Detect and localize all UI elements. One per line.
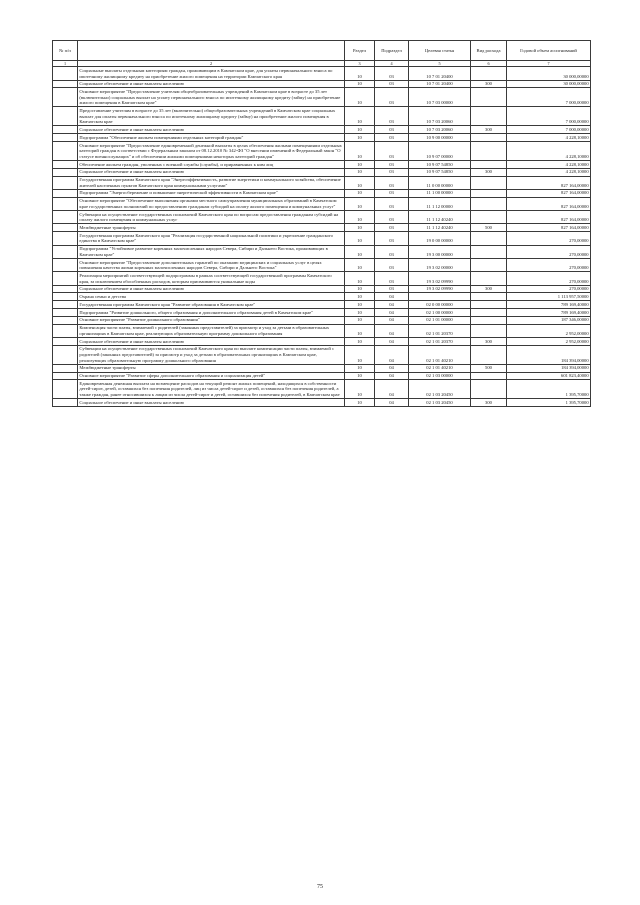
table-row [53, 258, 591, 271]
column-number: 7 [507, 61, 591, 67]
row-name: Социальное обеспечение и иные выплаты населению [78, 337, 345, 345]
row-expense-type [471, 197, 507, 210]
row-expense-type [471, 301, 507, 309]
row-podrazdel: 04 [375, 337, 409, 345]
row-name: Субвенции на осуществление государственных полномочий Камчатского края по выплате компенсации части платы, взимаемой с родителей (законных представителей) за присмотр и уход за детьми в образовательных организациях в Камчатском крае, реализующих образовательную программу дошкольного образования [78, 345, 345, 364]
row-number [53, 197, 78, 210]
header-expense-type: Вид расхода [471, 41, 507, 61]
row-number [53, 224, 78, 232]
row-target-article: 11 1 12 00000 [409, 197, 471, 210]
table-row [53, 141, 591, 160]
row-podrazdel: 03 [375, 176, 409, 189]
row-razdel: 10 [345, 160, 375, 168]
row-podrazdel: 04 [375, 324, 409, 337]
row-podrazdel: 03 [375, 141, 409, 160]
row-expense-type: 300 [471, 168, 507, 176]
row-number [53, 107, 78, 126]
row-target-article: 19 3 02 09990 [409, 272, 471, 285]
row-razdel: 10 [345, 364, 375, 372]
row-amount: 30 000,00000 [507, 80, 591, 88]
row-name: Социальное обеспечение и иные выплаты населению [78, 80, 345, 88]
row-amount: 1 395,70000 [507, 399, 591, 407]
row-razdel: 10 [345, 316, 375, 324]
table-row [53, 324, 591, 337]
row-target-article: 10 7 01 20400 [409, 80, 471, 88]
row-name: Социальные выплаты отдельным категориям граждан, проживающим в Камчатском крае, для уплаты первоначального взноса по ипотечному жилищному кредиту на приобретение жилого помещения на территории Камчатского края [78, 67, 345, 80]
row-target-article: 10 7 01 20400 [409, 67, 471, 80]
row-target-article [409, 293, 471, 301]
column-number: 6 [471, 61, 507, 67]
row-number [53, 345, 78, 364]
row-number [53, 380, 78, 399]
row-number [53, 324, 78, 337]
row-razdel: 10 [345, 141, 375, 160]
table-row [53, 67, 591, 80]
table-row [53, 232, 591, 245]
table-row [53, 176, 591, 189]
row-target-article: 02 1 03 20450 [409, 380, 471, 399]
table-row [53, 293, 591, 301]
row-podrazdel: 03 [375, 126, 409, 134]
row-podrazdel: 03 [375, 211, 409, 224]
table-row [53, 160, 591, 168]
row-expense-type [471, 316, 507, 324]
row-target-article: 10 9 07 54850 [409, 168, 471, 176]
row-razdel: 10 [345, 107, 375, 126]
row-razdel: 10 [345, 80, 375, 88]
row-podrazdel: 03 [375, 285, 409, 293]
row-expense-type [471, 258, 507, 271]
row-podrazdel: 03 [375, 67, 409, 80]
header-razdel: Раздел [345, 41, 375, 61]
row-razdel: 10 [345, 372, 375, 380]
row-expense-type [471, 324, 507, 337]
row-name: Охрана семьи и детства [78, 293, 345, 301]
row-expense-type [471, 372, 507, 380]
row-target-article: 10 7 03 00000 [409, 88, 471, 107]
row-name: Социальное обеспечение и иные выплаты населению [78, 285, 345, 293]
row-number [53, 232, 78, 245]
row-name: Основное мероприятие "Развитие сферы дополнительного образования и социализация детей" [78, 372, 345, 380]
row-expense-type: 500 [471, 364, 507, 372]
row-podrazdel: 03 [375, 88, 409, 107]
row-amount: 827 164,00000 [507, 176, 591, 189]
row-name: Реализация мероприятий соответствующей подпрограммы в рамках соответствующей государственной программы Камчатского края, за исключением обособленных расходов, которым присваиваются уникальные коды [78, 272, 345, 285]
table-row [53, 337, 591, 345]
row-amount: 7 000,00000 [507, 107, 591, 126]
row-razdel: 10 [345, 232, 375, 245]
row-name: Основное мероприятие "Развитие дошкольного образования" [78, 316, 345, 324]
row-name: Предоставление учителям в возрасте до 35 лет (включительно) общеобразовательных учреждений в Камчатском крае социальных выплат для оплаты первоначального взноса по ипотечному жилищному кредиту (займу) на приобретение жилого помещения в Камчатском крае [78, 107, 345, 126]
row-target-article: 02 1 03 20450 [409, 399, 471, 407]
row-podrazdel: 03 [375, 134, 409, 142]
row-expense-type [471, 141, 507, 160]
table-row [53, 316, 591, 324]
table-row [53, 224, 591, 232]
row-expense-type [471, 293, 507, 301]
row-number [53, 211, 78, 224]
row-amount: 270,00000 [507, 232, 591, 245]
row-target-article: 02 1 01 00000 [409, 316, 471, 324]
table-row [53, 197, 591, 210]
row-amount: 187 346,00000 [507, 316, 591, 324]
column-number: 1 [53, 61, 78, 67]
row-number [53, 67, 78, 80]
table-row [53, 364, 591, 372]
row-podrazdel: 03 [375, 189, 409, 197]
row-name: Основное мероприятие "Предоставление учителям общеобразовательных учреждений в Камчатском крае в возрасте до 35 лет (включительно) социальных выплат на уплату первоначального взноса по ипотечному жилищному кредиту (займу) на приобретение жилого помещения в Камчатском крае" [78, 88, 345, 107]
row-razdel: 10 [345, 176, 375, 189]
row-number [53, 245, 78, 258]
table-row [53, 107, 591, 126]
header-name [78, 41, 345, 61]
row-amount: 4 228,10000 [507, 141, 591, 160]
row-name: Субвенции на осуществление государственных полномочий Камчатского края по вопросам предоставления гражданам субсидий на оплату жилого помещения и коммунальных услуг [78, 211, 345, 224]
row-number [53, 364, 78, 372]
row-number [53, 176, 78, 189]
row-target-article: 11 0 00 00000 [409, 176, 471, 189]
row-razdel: 10 [345, 285, 375, 293]
row-razdel: 10 [345, 345, 375, 364]
row-number [53, 372, 78, 380]
row-amount: 4 228,10000 [507, 134, 591, 142]
row-expense-type [471, 211, 507, 224]
row-amount: 4 228,10000 [507, 160, 591, 168]
row-target-article: 02 1 00 00000 [409, 309, 471, 317]
row-target-article: 02 1 01 40210 [409, 345, 471, 364]
header-target-article: Целевая статья [409, 41, 471, 61]
row-podrazdel: 04 [375, 372, 409, 380]
row-target-article: 10 9 00 00000 [409, 134, 471, 142]
row-podrazdel: 03 [375, 168, 409, 176]
row-amount: 7 000,00000 [507, 88, 591, 107]
row-amount: 270,00000 [507, 272, 591, 285]
row-expense-type: 300 [471, 126, 507, 134]
row-number [53, 88, 78, 107]
header-annual-amount: Годовой объем ассигнований [507, 41, 591, 61]
row-expense-type [471, 189, 507, 197]
row-number [53, 293, 78, 301]
row-amount: 789 169,40000 [507, 301, 591, 309]
row-target-article: 19 3 02 09990 [409, 285, 471, 293]
row-expense-type [471, 176, 507, 189]
row-razdel: 10 [345, 134, 375, 142]
row-amount: 789 169,40000 [507, 309, 591, 317]
row-razdel: 10 [345, 258, 375, 271]
row-name: Социальное обеспечение и иные выплаты населению [78, 126, 345, 134]
row-podrazdel: 03 [375, 258, 409, 271]
table-row [53, 126, 591, 134]
row-expense-type [471, 134, 507, 142]
row-number [53, 134, 78, 142]
row-number [53, 189, 78, 197]
row-name: Подпрограмма "Развитие дошкольного, общего образования и дополнительного образования детей в Камчатском крае" [78, 309, 345, 317]
row-number [53, 316, 78, 324]
row-target-article: 02 1 03 00000 [409, 372, 471, 380]
table-row [53, 189, 591, 197]
row-target-article: 02 1 01 20370 [409, 324, 471, 337]
row-expense-type [471, 245, 507, 258]
table-row [53, 399, 591, 407]
row-target-article: 19 3 02 00000 [409, 258, 471, 271]
row-number [53, 272, 78, 285]
row-razdel: 10 [345, 293, 375, 301]
column-number: 3 [345, 61, 375, 67]
table-row [53, 134, 591, 142]
row-name: Подпрограмма "Устойчивое развитие коренных малочисленных народов Севера, Сибири и Дальнего Востока, проживающих в Камчатском крае" [78, 245, 345, 258]
row-name: Межбюджетные трансферты [78, 364, 345, 372]
row-target-article: 11 1 12 40240 [409, 211, 471, 224]
row-amount: 7 000,00000 [507, 126, 591, 134]
row-podrazdel: 04 [375, 399, 409, 407]
row-target-article: 10 7 03 20060 [409, 107, 471, 126]
row-expense-type [471, 88, 507, 107]
row-amount: 184 394,00000 [507, 364, 591, 372]
row-name: Основное мероприятие "Предоставление дополнительных гарантий по оказанию медицинских и социальных услуг в целях повышения качества жизни коренных малочисленных народов Севера, Сибири и Дальнего Востока" [78, 258, 345, 271]
row-razdel: 10 [345, 324, 375, 337]
table-row [53, 285, 591, 293]
row-target-article: 11 1 12 40240 [409, 224, 471, 232]
row-number [53, 285, 78, 293]
column-number: 5 [409, 61, 471, 67]
row-podrazdel: 04 [375, 316, 409, 324]
table-row [53, 345, 591, 364]
row-amount: 827 164,00000 [507, 211, 591, 224]
row-amount: 1 113 957,50000 [507, 293, 591, 301]
row-expense-type: 300 [471, 337, 507, 345]
row-razdel: 10 [345, 301, 375, 309]
row-number [53, 80, 78, 88]
row-number [53, 337, 78, 345]
row-expense-type [471, 107, 507, 126]
table-row [53, 372, 591, 380]
column-number: 4 [375, 61, 409, 67]
row-name: Межбюджетные трансферты [78, 224, 345, 232]
table-body [53, 67, 591, 407]
row-amount: 601 823,40000 [507, 372, 591, 380]
row-name: Основное мероприятие "Предоставление единовременной денежной выплаты в целях обеспечения жилыми помещениями отдельных категорий граждан в соответствии с Федеральным законом от 08.12.2010 № 342-ФЗ "О внесении изменений в Федеральный закон "О статусе военнослужащих" и об обеспечении жилыми помещениями некоторых категорий граждан" [78, 141, 345, 160]
row-razdel: 10 [345, 399, 375, 407]
row-target-article: 02 1 01 20370 [409, 337, 471, 345]
row-number [53, 168, 78, 176]
row-number [53, 301, 78, 309]
column-number: 2 [78, 61, 345, 67]
table-row [53, 309, 591, 317]
row-razdel: 10 [345, 88, 375, 107]
row-number [53, 258, 78, 271]
row-podrazdel: 03 [375, 160, 409, 168]
row-podrazdel: 03 [375, 80, 409, 88]
row-name: Подпрограмма "Энергосбережение и повышение энергетической эффективности в Камчатском крае" [78, 189, 345, 197]
row-expense-type: 500 [471, 224, 507, 232]
row-podrazdel: 04 [375, 301, 409, 309]
row-podrazdel: 03 [375, 107, 409, 126]
row-podrazdel: 03 [375, 245, 409, 258]
row-amount: 827 164,00000 [507, 189, 591, 197]
row-name: Государственная программа Камчатского края "Энергоэффективность, развитие энергетики и коммунального хозяйства, обеспечение жителей населенных пунктов Камчатского края коммунальными услугами" [78, 176, 345, 189]
row-name: Основное мероприятие "Обеспечение выполнения органами местного самоуправления муниципальных образований в Камчатском крае государственных полномочий по предоставлению гражданам субсидий на оплату жилого помещения и коммунальных услуг" [78, 197, 345, 210]
header-num: № п/п [53, 41, 78, 61]
table-row [53, 88, 591, 107]
row-number [53, 309, 78, 317]
row-name: Компенсация части платы, взимаемой с родителей (законных представителей) за присмотр и уход за детьми в образовательных организациях в Камчатском крае, реализующих образовательную программу дошкольного образования [78, 324, 345, 337]
row-razdel: 10 [345, 337, 375, 345]
row-name: Подпрограмма "Обеспечение жильем помещениями отдельных категорий граждан" [78, 134, 345, 142]
row-amount: 827 164,00000 [507, 197, 591, 210]
row-podrazdel: 03 [375, 272, 409, 285]
row-target-article: 11 1 00 00000 [409, 189, 471, 197]
table-row [53, 272, 591, 285]
row-name: Обеспечение жильем граждан, уволенных с военной службы (службы), и приравненных к ним лиц [78, 160, 345, 168]
table-row [53, 80, 591, 88]
row-razdel: 10 [345, 224, 375, 232]
row-target-article: 19 0 00 00000 [409, 232, 471, 245]
row-target-article: 10 9 07 54850 [409, 160, 471, 168]
table-row [53, 380, 591, 399]
row-expense-type [471, 345, 507, 364]
row-podrazdel: 04 [375, 293, 409, 301]
row-podrazdel: 04 [375, 345, 409, 364]
row-number [53, 126, 78, 134]
row-expense-type [471, 67, 507, 80]
budget-table [52, 40, 591, 407]
table-row [53, 211, 591, 224]
page-number: 75 [317, 884, 323, 890]
table-row [53, 168, 591, 176]
row-razdel: 10 [345, 309, 375, 317]
row-target-article: 10 9 07 00000 [409, 141, 471, 160]
row-razdel: 10 [345, 168, 375, 176]
row-target-article: 02 1 01 40210 [409, 364, 471, 372]
row-target-article: 10 7 03 20060 [409, 126, 471, 134]
row-expense-type: 300 [471, 285, 507, 293]
row-amount: 30 000,00000 [507, 67, 591, 80]
row-expense-type [471, 309, 507, 317]
header-row [53, 41, 591, 61]
row-name: Государственная программа Камчатского края "Развитие образования в Камчатском крае" [78, 301, 345, 309]
row-amount: 2 952,00000 [507, 324, 591, 337]
row-razdel: 10 [345, 380, 375, 399]
row-target-article: 19 3 00 00000 [409, 245, 471, 258]
row-expense-type [471, 272, 507, 285]
row-expense-type [471, 380, 507, 399]
row-number [53, 141, 78, 160]
row-razdel: 10 [345, 67, 375, 80]
table-row [53, 301, 591, 309]
row-amount: 1 395,70000 [507, 380, 591, 399]
row-expense-type [471, 232, 507, 245]
row-name: Социальное обеспечение и иные выплаты населению [78, 399, 345, 407]
row-amount: 184 394,00000 [507, 345, 591, 364]
row-amount: 4 228,10000 [507, 168, 591, 176]
header-podrazdel: Подраздел [375, 41, 409, 61]
row-podrazdel: 04 [375, 380, 409, 399]
row-amount: 270,00000 [507, 258, 591, 271]
row-podrazdel: 03 [375, 232, 409, 245]
row-name: Государственная программа Камчатского края "Реализация государственной национальной политики и укрепление гражданского единства в Камчатском крае" [78, 232, 345, 245]
row-podrazdel: 04 [375, 309, 409, 317]
row-expense-type: 300 [471, 80, 507, 88]
row-number [53, 160, 78, 168]
row-razdel: 10 [345, 197, 375, 210]
table-row [53, 245, 591, 258]
row-razdel: 10 [345, 211, 375, 224]
row-amount: 827 164,00000 [507, 224, 591, 232]
row-razdel: 10 [345, 272, 375, 285]
row-podrazdel: 03 [375, 224, 409, 232]
row-amount: 270,00000 [507, 285, 591, 293]
row-razdel: 10 [345, 126, 375, 134]
row-target-article: 02 0 00 00000 [409, 301, 471, 309]
row-name: Социальное обеспечение и иные выплаты населению [78, 168, 345, 176]
row-name: Единовременная денежная выплата на возмещение расходов на текущий ремонт жилых помещений, находящихся в собственности детей-сирот, детей, оставшихся без попечения родителей, лиц из числа детей-сирот и детей, оставшихся без попечения родителей, а также граждан, ранее относившихся к лицам из числа детей-сирот и детей, оставшихся без попечения родителей, в Камчатском крае [78, 380, 345, 399]
row-podrazdel: 03 [375, 197, 409, 210]
row-expense-type [471, 160, 507, 168]
row-amount: 270,00000 [507, 245, 591, 258]
budget-sheet [52, 40, 590, 407]
row-podrazdel: 04 [375, 364, 409, 372]
row-razdel: 10 [345, 245, 375, 258]
row-expense-type: 300 [471, 399, 507, 407]
row-razdel: 10 [345, 189, 375, 197]
row-amount: 2 952,00000 [507, 337, 591, 345]
row-number [53, 399, 78, 407]
